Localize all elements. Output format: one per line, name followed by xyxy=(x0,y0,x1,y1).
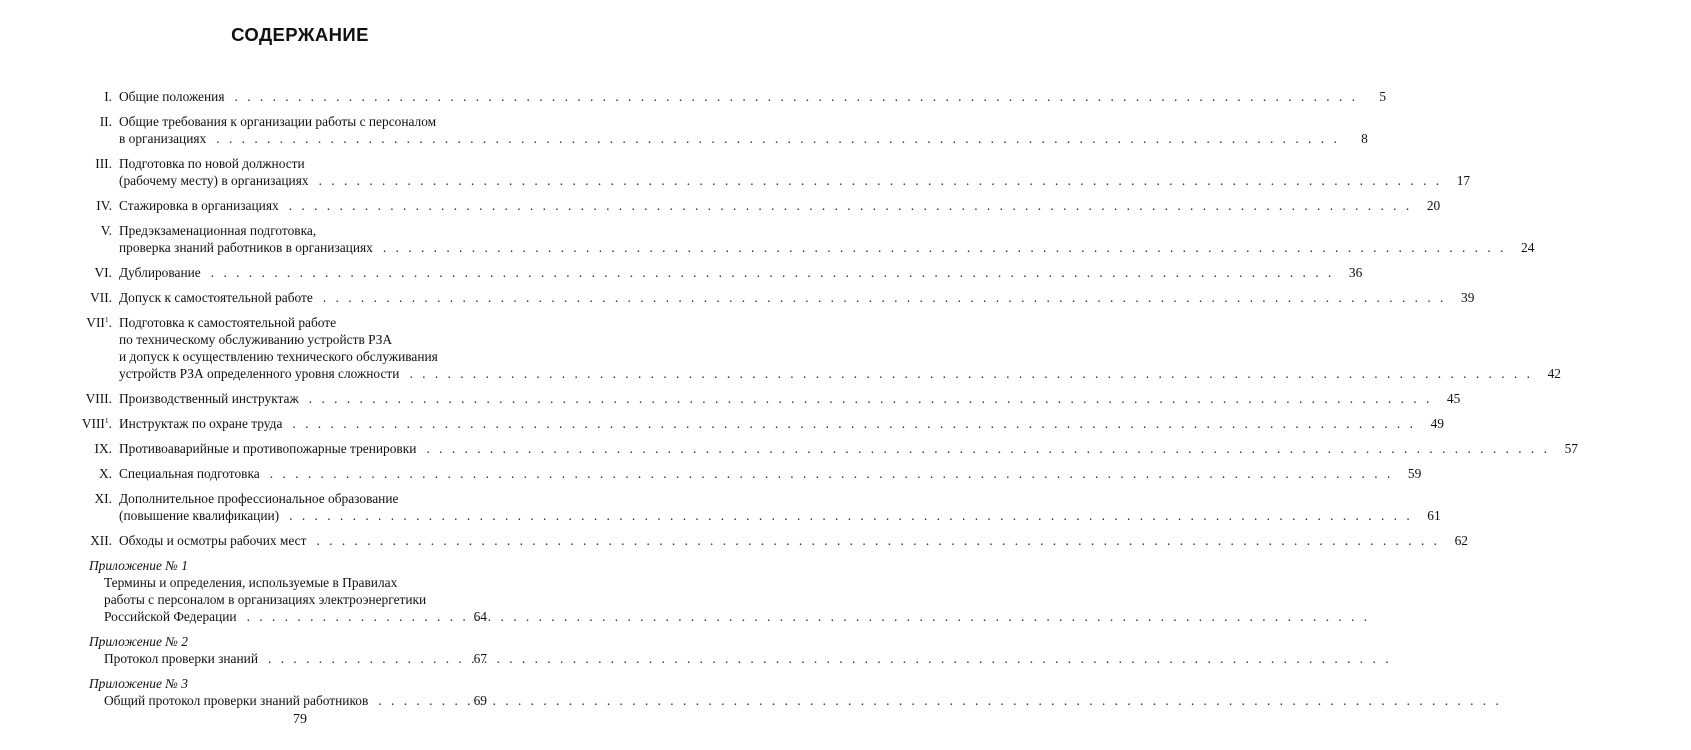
dot-leader xyxy=(383,239,1507,256)
toc-entry-title: (повышение квалификации) xyxy=(119,508,280,523)
toc-entry[interactable] xyxy=(0,88,1387,105)
toc-entry-number: VII$^1$. xyxy=(86,315,112,330)
toc-entry[interactable] xyxy=(0,155,1471,189)
toc-entry-numeral: VIII. xyxy=(85,391,112,406)
appendix-title: Протокол проверки знаний xyxy=(104,651,258,666)
toc-entry[interactable] xyxy=(0,490,1441,524)
toc-entry-numeral: III. xyxy=(95,156,112,171)
toc-entry-body xyxy=(119,415,1557,432)
toc-entry-body xyxy=(119,440,1691,457)
appendix-title: работы с персоналом в организациях электроэнергетики xyxy=(104,592,427,607)
toc-entry-body xyxy=(119,532,1581,549)
toc-entry-number xyxy=(0,197,119,214)
toc-entry-body xyxy=(119,490,1554,524)
toc-entry-number xyxy=(0,113,119,130)
toc-entry-line xyxy=(119,130,1368,147)
toc-entry-page: 62 xyxy=(1454,533,1468,548)
toc-entry-numeral: I. xyxy=(104,89,112,104)
toc-entry-title: устройств РЗА определенного уровня сложности xyxy=(119,366,400,381)
toc-entry-numeral: XII. xyxy=(90,533,112,548)
toc-entry-number xyxy=(0,465,119,482)
dot-leader xyxy=(323,289,1447,306)
dot-leader xyxy=(292,415,1416,432)
toc-entry-line xyxy=(119,197,1440,214)
toc-entry-body xyxy=(119,289,1587,306)
toc-entry-title: Общие требования к организации работы с персоналом xyxy=(119,114,437,129)
toc-entry[interactable] xyxy=(0,314,1561,382)
toc-entry-page: 24 xyxy=(1521,240,1535,255)
toc-entry-page: 8 xyxy=(1361,131,1368,146)
toc-entry-superscript: 1 xyxy=(104,416,109,425)
appendix-page: 69 xyxy=(473,693,487,708)
toc-entry-title: Общие положения xyxy=(119,89,225,104)
toc-entry-page: 36 xyxy=(1348,265,1363,280)
toc-entry-title: проверка знаний работников в организациях xyxy=(119,240,373,255)
appendix-label: Приложение № 3 xyxy=(89,676,188,691)
dot-leader xyxy=(319,172,1443,189)
toc-entry-page: 61 xyxy=(1427,508,1441,523)
toc-entry-line xyxy=(119,507,1441,524)
toc-entry[interactable] xyxy=(0,289,1475,306)
dot-leader xyxy=(247,608,459,625)
appendix-line xyxy=(104,650,487,667)
appendix-page: 67 xyxy=(473,651,487,666)
toc-entry-numeral: VII. xyxy=(90,290,112,305)
toc-entry-line xyxy=(119,314,1561,331)
toc-entry-body xyxy=(119,113,1481,147)
dot-leader xyxy=(270,465,1394,482)
appendix-body xyxy=(89,650,487,667)
appendix-line xyxy=(104,692,487,709)
appendix-line xyxy=(104,574,487,591)
toc-entry-title: Производственный инструктаж xyxy=(119,391,299,406)
toc-entry-number xyxy=(0,490,119,507)
toc-entry-title: Подготовка по новой должности xyxy=(119,156,305,171)
toc-entry-line xyxy=(119,113,1368,130)
toc-entry-page: 5 xyxy=(1379,89,1387,104)
toc-entry-line xyxy=(119,172,1470,189)
toc-entry-title: Допуск к самостоятельной работе xyxy=(119,290,313,305)
toc-entry-title: Противоаварийные и противопожарные тренировки xyxy=(119,441,417,456)
appendix-line xyxy=(104,608,487,625)
dot-leader xyxy=(316,532,1440,549)
appendix-label: Приложение № 2 xyxy=(89,634,188,649)
toc-entry-superscript: 1 xyxy=(104,315,109,324)
appendix-title: Термины и определения, используемые в Правилах xyxy=(104,575,398,590)
toc-entry[interactable] xyxy=(0,390,1461,407)
toc-entry[interactable] xyxy=(0,415,1444,432)
toc-entry-title: Дополнительное профессиональное образование xyxy=(119,491,399,506)
toc-entry-number: VIII$^1$. xyxy=(81,416,112,431)
toc-entry-title: в организациях xyxy=(119,131,207,146)
toc-entry-numeral: II. xyxy=(99,114,112,129)
toc-entry[interactable] xyxy=(0,113,1368,147)
toc-entry-body xyxy=(119,465,1534,482)
toc-entry-line xyxy=(119,88,1386,105)
toc-entry-page: 42 xyxy=(1547,366,1561,381)
appendix-title: Общий протокол проверки знаний работников xyxy=(104,693,369,708)
toc-entry-numeral: IX. xyxy=(94,441,112,456)
toc-entry[interactable] xyxy=(0,532,1468,549)
toc-entry-number xyxy=(0,440,119,457)
toc-entry-numeral: VII xyxy=(86,315,105,330)
toc-entry-body xyxy=(119,222,1647,256)
toc-entry-body xyxy=(119,264,1475,281)
toc-entry-title: и допуск к осуществлению технического обслуживания xyxy=(119,349,438,364)
toc-entry-number xyxy=(0,222,119,239)
toc-entry-page: 45 xyxy=(1446,391,1461,406)
toc-entry-numeral: X. xyxy=(98,466,112,481)
toc-entry-title: Стажировка в организациях xyxy=(119,198,279,213)
appendix-line xyxy=(104,591,487,608)
toc-entry-number xyxy=(0,390,119,407)
toc-entry-title: по техническому обслуживанию устройств РЗА xyxy=(119,332,393,347)
dot-leader xyxy=(309,390,1433,407)
appendix-entry[interactable] xyxy=(0,675,600,709)
toc-entry[interactable] xyxy=(0,264,1363,281)
toc-entry-line xyxy=(119,289,1474,306)
appendix-title: Российской Федерации xyxy=(104,609,237,624)
toc-entry-line xyxy=(119,222,1534,239)
toc-entry-title: Инструктаж по охране труда xyxy=(119,416,283,431)
toc-entry-page: 57 xyxy=(1564,441,1578,456)
toc-entry-line xyxy=(119,331,1561,348)
toc-entry[interactable] xyxy=(0,465,1422,482)
dot-leader xyxy=(268,650,459,667)
toc-entry-numeral: XI. xyxy=(94,491,112,506)
toc-entry-number xyxy=(0,264,119,281)
toc-entry-line xyxy=(119,348,1561,365)
toc-entry-line xyxy=(119,155,1470,172)
toc-entry-body xyxy=(119,314,1674,382)
toc-entry[interactable] xyxy=(0,197,1441,214)
toc-entry[interactable] xyxy=(0,222,1535,256)
appendix-body xyxy=(89,574,487,625)
toc-entry-body xyxy=(119,390,1573,407)
toc-entry-line xyxy=(119,365,1561,382)
toc-entry-numeral: VI. xyxy=(94,265,112,280)
toc-entry-title: (рабочему месту) в организациях xyxy=(119,173,309,188)
toc-entry-title: Дублирование xyxy=(119,265,201,280)
toc-entry-body xyxy=(119,155,1583,189)
toc-entry-title: Специальная подготовка xyxy=(119,466,260,481)
toc-entry-title: Подготовка к самостоятельной работе xyxy=(119,315,337,330)
toc-entry-numeral: VIII xyxy=(81,416,105,431)
toc-entry-body xyxy=(119,197,1553,214)
toc-entry[interactable] xyxy=(0,440,1578,457)
toc-entry-line xyxy=(119,390,1460,407)
appendix-body xyxy=(89,692,487,709)
page-number: 79 xyxy=(293,712,307,727)
appendix-entry[interactable] xyxy=(0,557,600,625)
page-title: СОДЕРЖАНИЕ xyxy=(231,24,369,45)
toc-entry-line xyxy=(119,490,1441,507)
dot-leader xyxy=(378,692,459,709)
toc-entry-page: 17 xyxy=(1456,173,1471,188)
toc-entry-numeral: V. xyxy=(100,223,112,238)
appendix-label: Приложение № 1 xyxy=(89,558,188,573)
toc-entry-line xyxy=(119,415,1444,432)
toc-entry-line xyxy=(119,239,1534,256)
toc-entry-page: 20 xyxy=(1426,198,1441,213)
toc-entry-number xyxy=(0,289,119,306)
toc-entry-line xyxy=(119,532,1468,549)
toc-entry-number xyxy=(0,88,119,105)
toc-entry-numeral: IV. xyxy=(96,198,112,213)
toc-entry-number xyxy=(0,532,119,549)
toc-entry-line xyxy=(119,440,1578,457)
toc-entry-line xyxy=(119,264,1362,281)
toc-entry-title: Предэкзаменационная подготовка, xyxy=(119,223,317,238)
dot-leader xyxy=(289,507,1413,524)
toc-entry-body xyxy=(119,88,1499,105)
toc-entry-page: 49 xyxy=(1430,416,1444,431)
toc-entry-line xyxy=(119,465,1421,482)
toc-entry-page: 59 xyxy=(1407,466,1422,481)
toc-entry-title: Обходы и осмотры рабочих мест xyxy=(119,533,307,548)
table-of-contents xyxy=(0,88,1578,717)
toc-entry-page: 39 xyxy=(1461,290,1475,305)
dot-leader xyxy=(216,130,1340,147)
dot-leader xyxy=(289,197,1413,214)
appendix-entry[interactable] xyxy=(0,633,600,667)
dot-leader xyxy=(426,440,1550,457)
dot-leader xyxy=(409,365,1533,382)
toc-entry-number xyxy=(0,155,119,172)
dot-leader xyxy=(235,88,1359,105)
appendix-page: 64 xyxy=(473,609,487,624)
dot-leader xyxy=(211,264,1335,281)
